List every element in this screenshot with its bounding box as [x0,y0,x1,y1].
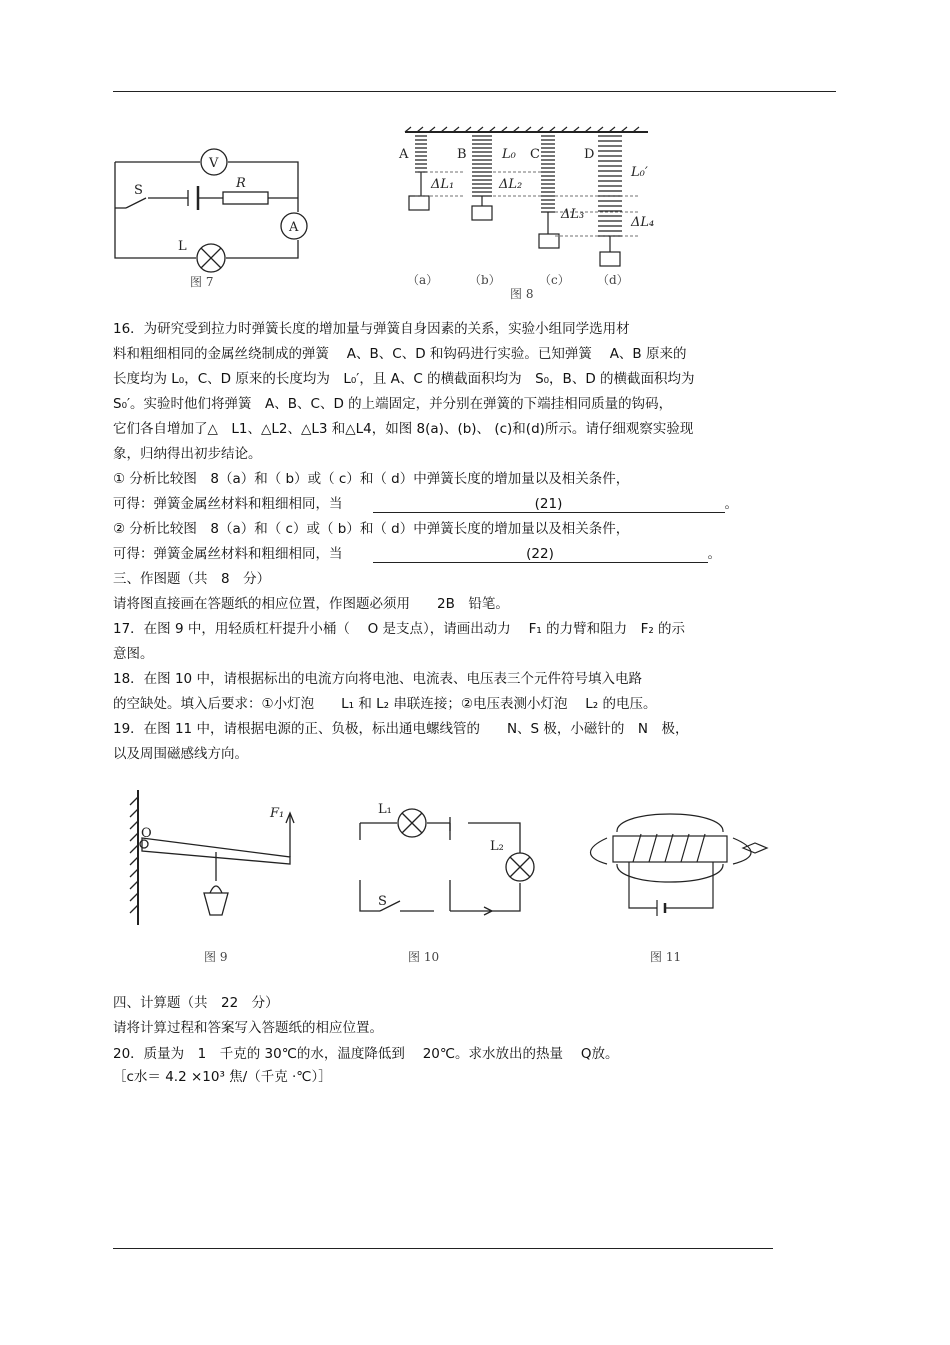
q16-part1-lead: 可得：弹簧金属丝材料和粗细相同，当 [113,496,343,512]
l0-label: L₀ [502,147,516,162]
figure-10-circuit [350,795,550,970]
section-3-title: 三、作图题（共 8 分） [113,571,271,587]
q16-line-3: 长度均为 L₀，C、D 原来的长度均为 L₀′，且 A、C 的横截面积均为 S₀，B、D 的横截面积均为 [113,371,695,387]
spring-a-label: A [399,147,409,162]
delta-l2-label: ΔL₂ [499,177,523,192]
switch-s-label: S [378,894,387,909]
sublabel-d: （d） [597,273,629,287]
top-rule [113,91,836,92]
q16-line-4: S₀′。实验时他们将弹簧 A、B、C、D 的上端固定，并分别在弹簧的下端挂相同质量的钩码， [113,396,673,412]
q16-part2-lead: 可得：弹簧金属丝材料和粗细相同，当 [113,546,343,562]
figure-9-lever [118,785,318,970]
figure-10-caption: 图 10 [408,950,440,964]
pivot-label: O [141,826,152,841]
sublabel-b: （b） [469,273,501,287]
section-4-instructions: 请将计算过程和答案写入答题纸的相应位置。 [113,1020,383,1036]
sublabel-a: （a） [407,273,439,287]
q19-line-1: 19．在图 11 中，请根据电源的正、负极，标出通电螺线管的 N、S 极，小磁针的 N 极， [113,721,689,737]
q16-part2-answer [113,545,721,563]
q16-line-1: 16．为研究受到拉力时弹簧长度的增加量与弹簧自身因素的关系，实验小组同学选用材 [113,321,630,337]
q16-line-6: 象，归纳得出初步结论。 [113,446,262,462]
q16-part2-line: ② 分析比较图 8（a）和（ c）或（ b）和（ d）中弹簧长度的增加量以及相关条件， [113,521,630,537]
spring-b-label: B [457,147,467,162]
voltmeter-label: V [209,156,219,171]
figure-8-springs [393,126,663,302]
sublabel-c: （c） [539,273,570,287]
figure-11-caption: 图 11 [650,950,682,964]
q18-line-2: 的空缺处。填入后要求：①小灯泡 L₁ 和 L₂ 串联连接；②电压表测小灯泡 L₂ 的电压。 [113,696,657,712]
q19-line-2: 以及周围磁感线方向。 [113,746,248,762]
period-1: 。 [724,496,738,512]
l0-prime-label: L₀′ [631,165,648,180]
delta-l3-label: ΔL₃ [561,207,585,222]
delta-l1-label: ΔL₁ [431,177,455,192]
lamp-label: L [178,239,187,254]
figure-7-caption: 图 7 [190,275,214,289]
delta-l4-label: ΔL₄ [631,215,655,230]
q20-line-2: ［c水＝ 4.2 ×10³ 焦/（千克 ·℃）］ [113,1069,332,1085]
switch-label: S [134,183,143,198]
lamp-l2-label: L₂ [490,839,504,854]
force-f1-label: F₁ [270,806,285,821]
bottom-rule [113,1248,773,1249]
resistor-label: R [236,176,246,191]
figure-7-circuit [108,140,328,290]
spring-c-label: C [530,147,540,162]
answer-blank-21[interactable]: (21) [373,497,725,513]
answer-blank-22[interactable]: (22) [373,547,708,563]
q16-part1-line: ① 分析比较图 8（a）和（ b）或（ c）和（ d）中弹簧长度的增加量以及相关条件， [113,471,630,487]
q17-line-1: 17．在图 9 中，用轻质杠杆提升小桶（ O 是支点），请画出动力 F₁ 的力臂和阻力 F₂ 的示 [113,621,686,637]
figure-8-caption: 图 8 [510,287,534,301]
figure-9-caption: 图 9 [204,950,228,964]
lamp-l1-label: L₁ [378,802,392,817]
q16-part1-answer [113,495,738,513]
period-2: 。 [707,546,721,562]
figure-11-solenoid [585,808,775,970]
q16-line-2: 料和粗细相同的金属丝绕制成的弹簧 A、B、C、D 和钩码进行实验。已知弹簧 A、B 原来的 [113,346,687,362]
q16-line-5: 它们各自增加了△ L1、△L2、△L3 和△L4，如图 8(a)、(b)、 (c)和(d)所示。请仔细观察实验现 [113,421,694,437]
q18-line-1: 18．在图 10 中，请根据标出的电流方向将电池、电流表、电压表三个元件符号填入电路 [113,671,642,687]
q17-line-2: 意图。 [113,646,154,662]
section-4-title: 四、计算题（共 22 分） [113,995,279,1011]
spring-d-label: D [584,147,595,162]
ammeter-label: A [289,220,299,235]
q20-line-1: 20．质量为 1 千克的 30℃的水，温度降低到 20℃。求水放出的热量 Q放。 [113,1046,619,1062]
section-3-instructions: 请将图直接画在答题纸的相应位置，作图题必须用 2B 铅笔。 [113,596,509,612]
